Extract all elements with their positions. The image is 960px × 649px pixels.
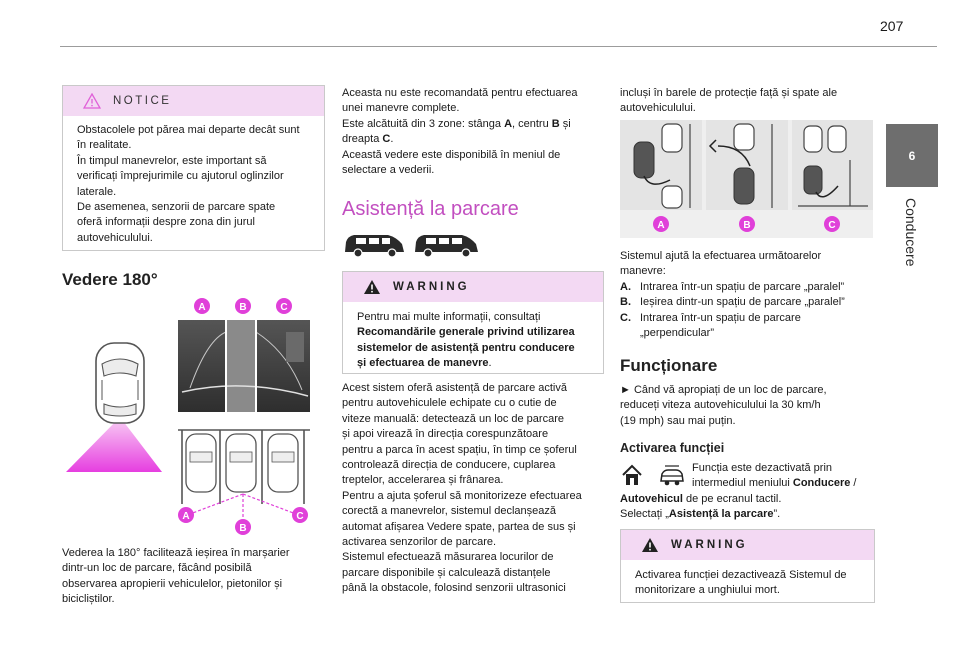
notice-title: NOTICE: [113, 95, 172, 107]
camera-fan: [66, 417, 162, 472]
text-line: Sistemul efectuează măsurarea locurilor de: [342, 551, 554, 564]
notice-line: autovehiculului.: [77, 231, 153, 244]
notice-line: în realitate.: [77, 139, 132, 152]
col3-intro: [620, 86, 885, 117]
van-long-icon: [415, 235, 478, 257]
section-title-activare: Activarea funcției: [620, 441, 725, 455]
text-line: autovehiculului.: [620, 102, 696, 115]
parking-bays: [178, 430, 310, 518]
warning-title: WARNING: [671, 539, 748, 551]
zone-badge-b-top: [235, 298, 251, 314]
text-line: Sistemul ajută la efectuarea următoarelor: [620, 250, 822, 262]
chapter-label-wrap: [885, 198, 937, 318]
warning-icon: [641, 537, 659, 553]
svg-text:A: A: [182, 511, 190, 522]
warning-body: [343, 302, 603, 380]
text-line: (19 mph) sau mai puțin.: [620, 414, 736, 427]
warning-line: Recomandările generale privind utilizarea: [357, 326, 575, 339]
warning-box-1: [342, 271, 604, 374]
section-title-functionare: Funcționare: [620, 356, 718, 375]
list-item: B. Ieșirea dintr-un spațiu de parcare „paralel”: [620, 296, 845, 309]
notice-line: oferă informații despre zona din jurul: [77, 216, 255, 229]
text-line: viteze manuală: detectează un loc de parcare: [342, 412, 564, 425]
warning-line: Activarea funcției dezactivează Sistemul de: [635, 569, 847, 581]
caption-line: dintr-un loc de parcare, făcând posibilă: [62, 562, 252, 575]
maneuver-badge-b: [739, 216, 755, 232]
svg-text:C: C: [296, 511, 304, 522]
text-line: reduceți viteza autovehiculului la 30 km/h: [620, 399, 821, 412]
svg-text:B: B: [743, 220, 751, 231]
text-line: Funcția este dezactivată prin: [692, 462, 833, 474]
text-line: ► Când vă apropiați de un loc de parcare,: [620, 384, 827, 396]
col3-help: [620, 249, 885, 341]
car-icon: [96, 343, 144, 423]
caption-line: observarea apropierii vehiculelor, pietonilor și: [62, 577, 283, 590]
text-line: incluși în barele de protecție față și spate ale: [620, 87, 838, 99]
notice-line: verificați împrejurimile cu ajutorul oglinzilor: [77, 170, 284, 183]
text-line: și apoi virează în direcția corespunzătoare: [342, 428, 549, 441]
vedere-180-illustration: [62, 292, 322, 542]
text-line: Această vedere este disponibilă în meniul de: [342, 148, 561, 161]
svg-text:A: A: [657, 220, 665, 231]
text-line: Autovehicul de pe ecranul tactil.: [620, 492, 782, 505]
svg-text:C: C: [828, 220, 836, 231]
notice-icon: [83, 93, 101, 109]
warning-line: sistemelor de asistență pentru conducere: [357, 341, 575, 354]
text-line: parcare disponibile și calculează distanțele: [342, 566, 551, 579]
text-line: intermediul meniului Conducere /: [692, 477, 857, 490]
zone-badge-a-bottom: [178, 507, 194, 523]
notice-line: laterale.: [77, 185, 117, 198]
text-line: unei manevre complete.: [342, 102, 460, 115]
caption-line: bicicliștilor.: [62, 593, 115, 606]
notice-body: [63, 116, 324, 254]
col2-body: [342, 381, 612, 597]
text-line: manevre:: [620, 265, 666, 278]
zone-badge-c-bottom: [292, 507, 308, 523]
vedere-caption: [62, 546, 332, 608]
section-title-vedere: Vedere 180°: [62, 270, 158, 289]
notice-line: În timpul manevrelor, este important să: [77, 154, 267, 167]
list-item: „perpendicular”: [640, 327, 714, 340]
activation-text: [620, 461, 885, 523]
text-line: Pentru a ajuta șoferul să monitorizeze efectuarea: [342, 489, 582, 502]
text-line: până la obstacole, folosind senzorii ultrasonici: [342, 582, 566, 595]
text-line: selectare a vederii.: [342, 164, 435, 177]
text-line: corectă a manevrelor, sistemul declanșează: [342, 505, 556, 518]
chapter-tab[interactable]: 6: [886, 124, 938, 187]
zone-badge-a-top: [194, 298, 210, 314]
svg-text:C: C: [280, 302, 288, 313]
warning-header: [621, 530, 874, 560]
notice-header: [63, 86, 324, 116]
arrow-icon: ►: [620, 384, 631, 396]
func-instructions: [620, 383, 885, 429]
list-item: A. Intrarea într-un spațiu de parcare „paralel”: [620, 280, 845, 293]
maneuver-badge-c: [824, 216, 840, 232]
top-divider: [60, 46, 937, 47]
text-line: pentru a parca în acest spațiu, în timp ce șoferul: [342, 443, 577, 456]
maneuver-badge-a: [653, 216, 669, 232]
parking-maneuvers-illustration: [620, 120, 873, 238]
vehicle-silhouettes: [342, 230, 482, 260]
notice-line: De asemenea, senzorii de parcare spate: [77, 201, 276, 214]
warning-header: [343, 272, 603, 302]
notice-line: Obstacolele pot părea mai departe decât sunt: [77, 124, 300, 136]
text-line: dreapta C.: [342, 133, 394, 146]
text-line: Este alcătuită din 3 zone: stânga A, centru B și: [342, 117, 571, 130]
warning-box-2: [620, 529, 875, 603]
text-line: automat afișarea Vedere spate, partea de sus și: [342, 520, 576, 533]
svg-text:B: B: [239, 302, 247, 313]
warning-title: WARNING: [393, 281, 470, 293]
text-line: controlează direcția de conducere, cuplarea: [342, 459, 556, 472]
text-line: treptelor, accelerarea și frânarea.: [342, 474, 504, 487]
caption-line: Vederea la 180° facilitează ieșirea în marșarier: [62, 547, 290, 559]
camera-screen: [178, 320, 310, 412]
page-number: 207: [880, 18, 904, 34]
van-icon: [345, 235, 404, 257]
warning-body: [621, 560, 874, 607]
warning-line: Pentru mai multe informații, consultați: [357, 311, 541, 323]
text-line: pentru autovehiculele echipate cu o cutie de: [342, 397, 557, 410]
warning-line: și efectuarea de manevre.: [357, 357, 492, 370]
text-line: Acest sistem oferă asistență de parcare activă: [342, 382, 567, 394]
text-line: activarea senzorilor de parcare.: [342, 536, 497, 549]
zone-badge-c-top: [276, 298, 292, 314]
chapter-label: Conducere: [903, 198, 919, 267]
section-title-asistenta: Asistență la parcare: [342, 198, 519, 220]
svg-text:B: B: [239, 523, 247, 534]
text-line: Selectați „Asistență la parcare”.: [620, 508, 781, 521]
text-line: Aceasta nu este recomandată pentru efectuarea: [342, 87, 578, 99]
warning-line: monitorizare a unghiului mort.: [635, 584, 780, 597]
zone-badge-b-bottom: [235, 519, 251, 535]
col2-intro: [342, 86, 607, 178]
warning-icon: [363, 279, 381, 295]
notice-box: [62, 85, 325, 251]
list-item: C. Intrarea într-un spațiu de parcare: [620, 311, 801, 324]
svg-text:A: A: [198, 302, 206, 313]
